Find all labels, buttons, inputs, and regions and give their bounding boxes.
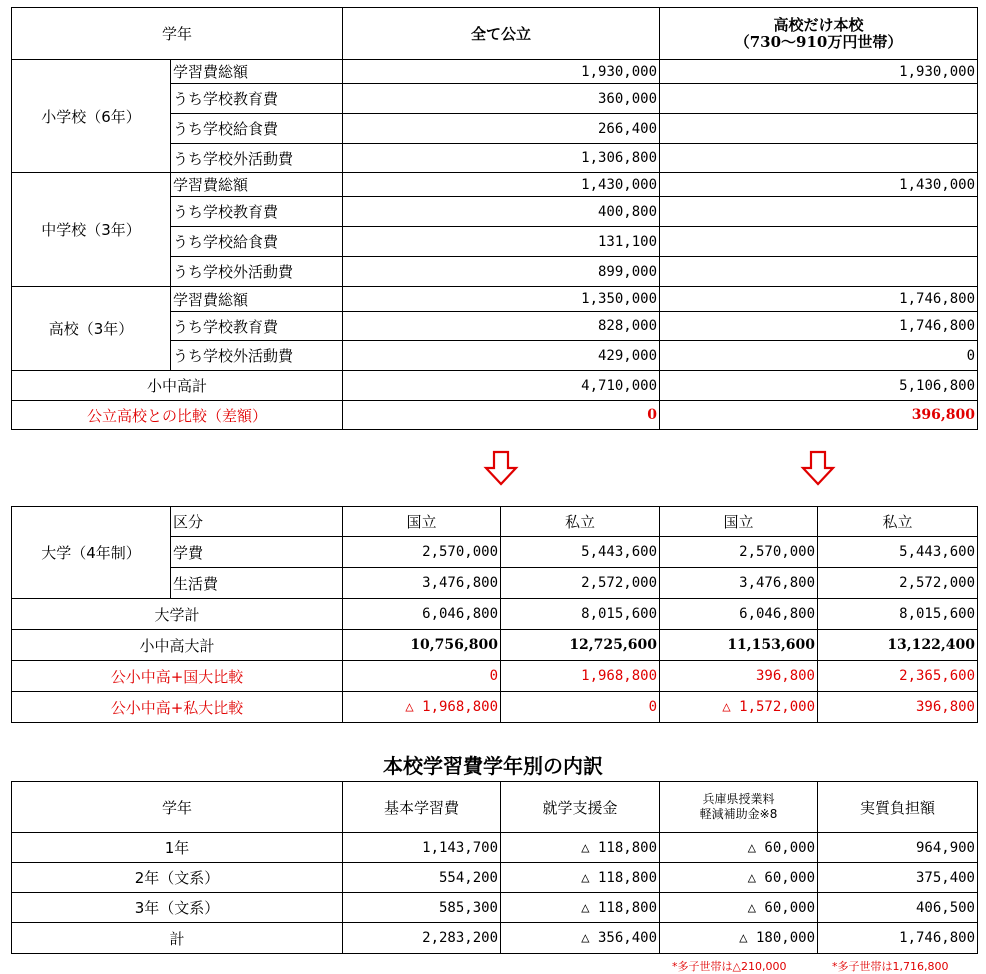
note-hyogo: *多子世帯は△210,000 — [672, 960, 787, 973]
value-private-hs — [660, 197, 978, 227]
cell-value: △ 118,800 — [501, 833, 660, 863]
item-label: うち学校外活動費 — [171, 257, 343, 287]
value-private-hs: 1,430,000 — [660, 173, 978, 197]
cell-value: 0 — [343, 661, 501, 692]
cell-value: 2,283,200 — [343, 923, 501, 954]
cell-value: 2,572,000 — [501, 568, 660, 599]
header-national: 国立 — [660, 507, 818, 537]
value-private-hs — [660, 84, 978, 114]
cell-value: 2,570,000 — [660, 537, 818, 568]
cell-value: 3,476,800 — [660, 568, 818, 599]
cell-value: △ 60,000 — [660, 833, 818, 863]
item-label: うち学校教育費 — [171, 197, 343, 227]
subtotal-private-hs: 5,106,800 — [660, 371, 978, 401]
header-grade: 学年 — [12, 782, 343, 833]
cell-value: 8,015,600 — [818, 599, 978, 630]
univ-total-label: 大学計 — [12, 599, 343, 630]
header-private-hs-line1: 高校だけ本校 — [773, 15, 864, 34]
value-private-hs — [660, 114, 978, 144]
header-national: 国立 — [343, 507, 501, 537]
value-all-public: 828,000 — [343, 312, 660, 341]
note-net: *多子世帯は1,716,800 — [832, 960, 949, 973]
item-label: うち学校外活動費 — [171, 341, 343, 371]
value-all-public: 1,430,000 — [343, 173, 660, 197]
down-arrow-icon — [483, 450, 519, 486]
item-label: うち学校外活動費 — [171, 144, 343, 173]
value-private-hs: 1,930,000 — [660, 60, 978, 84]
cell-value: 6,046,800 — [660, 599, 818, 630]
cell-value: 2,570,000 — [343, 537, 501, 568]
subtotal-label: 小中高計 — [12, 371, 343, 401]
cell-value: △ 180,000 — [660, 923, 818, 954]
comparison-all-public: 0 — [343, 401, 660, 430]
cell-value: 964,900 — [818, 833, 978, 863]
value-private-hs — [660, 227, 978, 257]
item-label: 学習費総額 — [171, 173, 343, 197]
header-basic: 基本学習費 — [343, 782, 501, 833]
school-cost-breakdown-table — [11, 781, 978, 954]
header-net: 実質負担額 — [818, 782, 978, 833]
cell-value: △ 118,800 — [501, 893, 660, 923]
value-all-public: 429,000 — [343, 341, 660, 371]
group-label-junior-high: 中学校（3年） — [12, 173, 171, 287]
cell-value: 1,968,800 — [501, 661, 660, 692]
cell-value: 2,365,600 — [818, 661, 978, 692]
header-hyogo — [660, 782, 818, 833]
cell-value: 396,800 — [660, 661, 818, 692]
item-label: うち学校給食費 — [171, 227, 343, 257]
value-all-public: 1,930,000 — [343, 60, 660, 84]
cell-value: 1,746,800 — [818, 923, 978, 954]
value-all-public: 899,000 — [343, 257, 660, 287]
header-hyogo-line1: 兵庫県授業料 — [702, 792, 775, 806]
cell-value: 585,300 — [343, 893, 501, 923]
item-label: うち学校教育費 — [171, 312, 343, 341]
value-all-public: 1,306,800 — [343, 144, 660, 173]
cell-value: 13,122,400 — [818, 630, 978, 661]
cost-comparison-table — [11, 7, 978, 430]
item-label: 学習費総額 — [171, 60, 343, 84]
item-label: 学習費総額 — [171, 287, 343, 312]
header-private-hs-line2: （730～910万円世帯） — [734, 32, 903, 51]
university-group-label: 大学（4年制） — [12, 507, 171, 599]
cell-value: △ 60,000 — [660, 863, 818, 893]
comparison-private-hs: 396,800 — [660, 401, 978, 430]
value-private-hs — [660, 144, 978, 173]
item-label: 生活費 — [171, 568, 343, 599]
grade-label: 1年 — [12, 833, 343, 863]
header-private: 私立 — [501, 507, 660, 537]
comparison-label: 公立高校との比較（差額） — [12, 401, 343, 430]
value-private-hs: 1,746,800 — [660, 287, 978, 312]
cell-value: 11,153,600 — [660, 630, 818, 661]
group-label-high-school: 高校（3年） — [12, 287, 171, 371]
cell-value: 6,046,800 — [343, 599, 501, 630]
cell-value: 1,143,700 — [343, 833, 501, 863]
cmp-national-label: 公小中高+国大比較 — [12, 661, 343, 692]
section-title: 本校学習費学年別の内訳 — [383, 754, 603, 778]
grade-label: 2年（文系） — [12, 863, 343, 893]
cell-value: 406,500 — [818, 893, 978, 923]
header-hyogo-line2: 軽減補助金※8 — [699, 807, 778, 821]
group-label-elementary: 小学校（6年） — [12, 60, 171, 173]
header-item: 区分 — [171, 507, 343, 537]
item-label: 学費 — [171, 537, 343, 568]
header-private: 私立 — [818, 507, 978, 537]
down-arrow-icon — [800, 450, 836, 486]
value-all-public: 400,800 — [343, 197, 660, 227]
cell-value: 8,015,600 — [501, 599, 660, 630]
subtotal-all-public: 4,710,000 — [343, 371, 660, 401]
cell-value: △ 1,572,000 — [660, 692, 818, 723]
header-grade: 学年 — [12, 8, 343, 60]
header-support: 就学支援金 — [501, 782, 660, 833]
cell-value: △ 118,800 — [501, 863, 660, 893]
grand-total-label: 小中高大計 — [12, 630, 343, 661]
cell-value: 10,756,800 — [343, 630, 501, 661]
cell-value: 2,572,000 — [818, 568, 978, 599]
cell-value: 5,443,600 — [501, 537, 660, 568]
cell-value: 5,443,600 — [818, 537, 978, 568]
grade-label: 計 — [12, 923, 343, 954]
cell-value: 554,200 — [343, 863, 501, 893]
value-all-public: 266,400 — [343, 114, 660, 144]
value-all-public: 360,000 — [343, 84, 660, 114]
item-label: うち学校教育費 — [171, 84, 343, 114]
cell-value: 12,725,600 — [501, 630, 660, 661]
value-all-public: 131,100 — [343, 227, 660, 257]
item-label: うち学校給食費 — [171, 114, 343, 144]
value-private-hs: 0 — [660, 341, 978, 371]
header-all-public: 全て公立 — [343, 8, 660, 60]
cell-value: 0 — [501, 692, 660, 723]
cell-value: 375,400 — [818, 863, 978, 893]
cell-value: △ 356,400 — [501, 923, 660, 954]
cell-value: △ 60,000 — [660, 893, 818, 923]
cmp-private-label: 公小中高+私大比較 — [12, 692, 343, 723]
value-private-hs: 1,746,800 — [660, 312, 978, 341]
value-all-public: 1,350,000 — [343, 287, 660, 312]
header-private-hs — [660, 8, 978, 60]
university-cost-table — [11, 506, 978, 723]
cell-value: 396,800 — [818, 692, 978, 723]
cell-value: 3,476,800 — [343, 568, 501, 599]
cell-value: △ 1,968,800 — [343, 692, 501, 723]
grade-label: 3年（文系） — [12, 893, 343, 923]
value-private-hs — [660, 257, 978, 287]
